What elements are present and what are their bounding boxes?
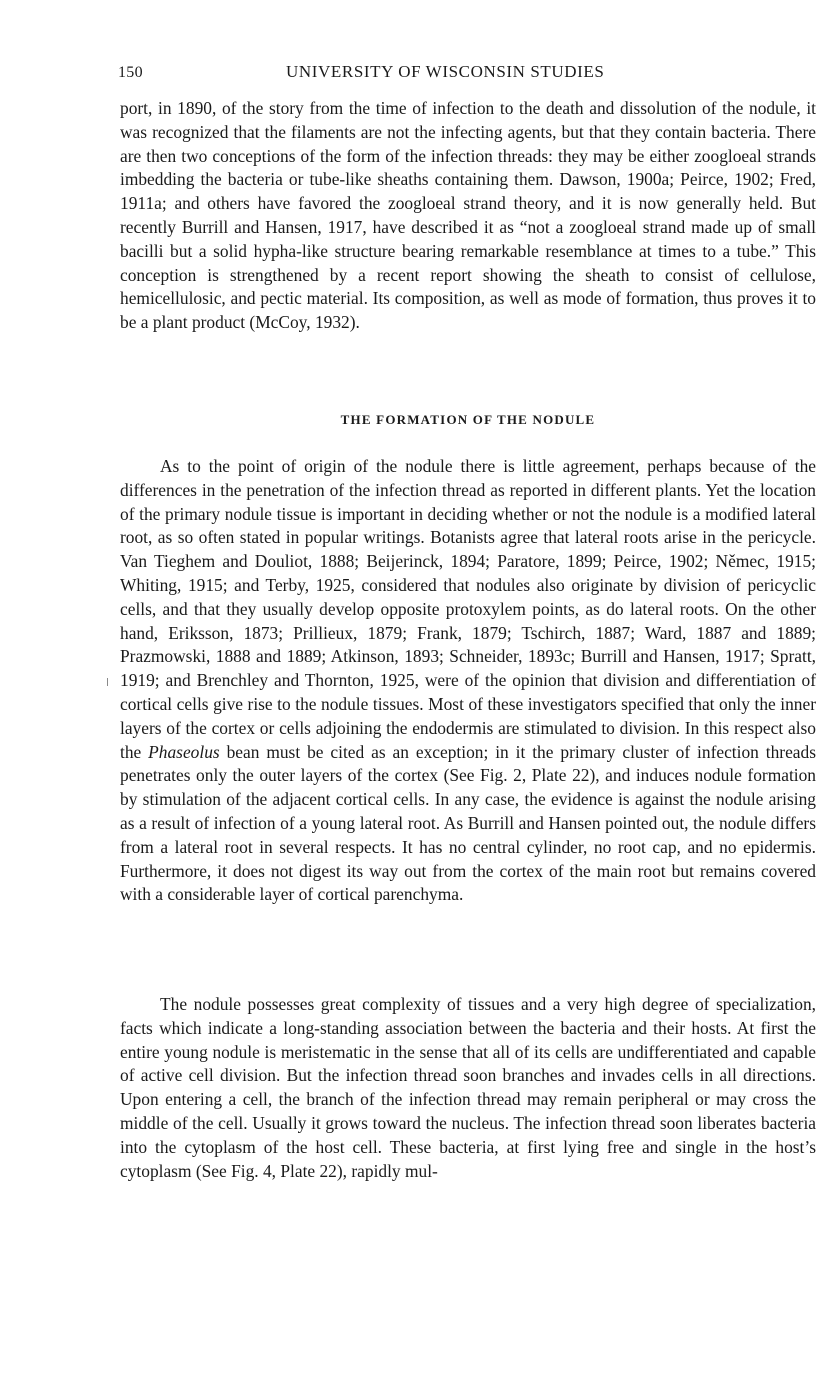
page-number: 150 [118, 64, 143, 81]
italic-genus-name: Phaseolus [148, 741, 220, 762]
paragraph-nodule-origin [120, 455, 816, 907]
running-head [118, 60, 816, 86]
running-title: UNIVERSITY OF WISCONSIN STUDIES [286, 62, 605, 81]
margin-mark [107, 678, 108, 686]
section-heading: THE FORMATION OF THE NODULE [340, 412, 596, 427]
paragraph-text: As to the point of origin of the nodule there is little agreement, perhaps because of the differences in the penetration of the infection thread as reported in different plants. Yet the location of the primary nodule tissue is important in deciding whether or not the nodule is a modified lateral root, as so often stated in popular writings. Botanists agree that lateral roots arise in the pericycle. Van Tieghem and Douliot, 1888; Beijerinck, 1894; Paratore, 1899; Peirce, 1902; Němec, 1915; Whiting, 1915; and Terby, 1925, considered that nodules also originate by division of pericyclic cells, and that they usually develop opposite protoxylem points, as do lateral roots. On the other hand, Eriksson, 1873; Prillieux, 1879; Frank, 1879; Tschirch, 1887; Ward, 1887 and 1889; Prazmowski, 1888 and 1889; Atkinson, 1893; Schneider, 1893c; Burrill and Hansen, 1917; Spratt, 1919; and Brenchley and Thornton, 1925, were of the opinion that division and differentiation of cortical cells give rise to the nodule tissues. Most of these investigators specified that only the inner layers of the cortex or cells adjoining the endodermis are stimulated to division. In this respect also the [120, 456, 816, 762]
paragraph-infection-threads: port, in 1890, of the story from the time of infection to the death and dissolution of the nodule, it was recognized that the filaments are not the infecting agents, but that they contain bacteria. There are then two conceptions of the form of the infection threads: they may be either zoogloeal strands imbedding the bacteria or tube-like sheaths containing them. Dawson, 1900a; Peirce, 1902; Fred, 1911a; and others have favored the zoogloeal strand theory, and it is now generally held. But recently Burrill and Hansen, 1917, have described it as “not a zoogloeal strand made up of small bacilli but a solid hypha-like structure bearing remarkable resemblance at times to a tube.” This conception is strengthened by a recent report showing the sheath to consist of cellulose, hemicellulosic, and pectic material. Its composition, as well as mode of formation, thus proves it to be a plant product (McCoy, 1932). [120, 98, 816, 333]
paragraph-nodule-complexity: The nodule possesses great complexity of tissues and a very high degree of specialization, facts which indicate a long-standing association between the bacteria and their hosts. At first the entire young nodule is meristematic in the sense that all of its cells are undifferentiated and capable of active cell division. But the infection thread soon branches and invades cells in all directions. Upon entering a cell, the branch of the infection thread may remain peripheral or may cross the middle of the cell. Usually it grows toward the nucleus. The infection thread soon liberates bacteria into the cytoplasm of the host cell. These bacteria, at first lying free and single in the host’s cytoplasm (See Fig. 4, Plate 22), rapidly mul- [120, 994, 816, 1181]
paragraph-text: bean must be cited as an exception; in it the primary cluster of infection threads penetrates only the outer layers of the cortex (See Fig. 2, Plate 22), and induces nodule formation by stimulation of the adjacent cortical cells. In any case, the evidence is against the nodule arising as a result of infection of a young lateral root. As Burrill and Hansen pointed out, the nodule differs from a lateral root in several respects. It has no central cylinder, no root cap, and no epidermis. Furthermore, it does not digest its way out from the cortex of the main root but remains covered with a considerable layer of cortical parenchyma. [120, 741, 816, 905]
